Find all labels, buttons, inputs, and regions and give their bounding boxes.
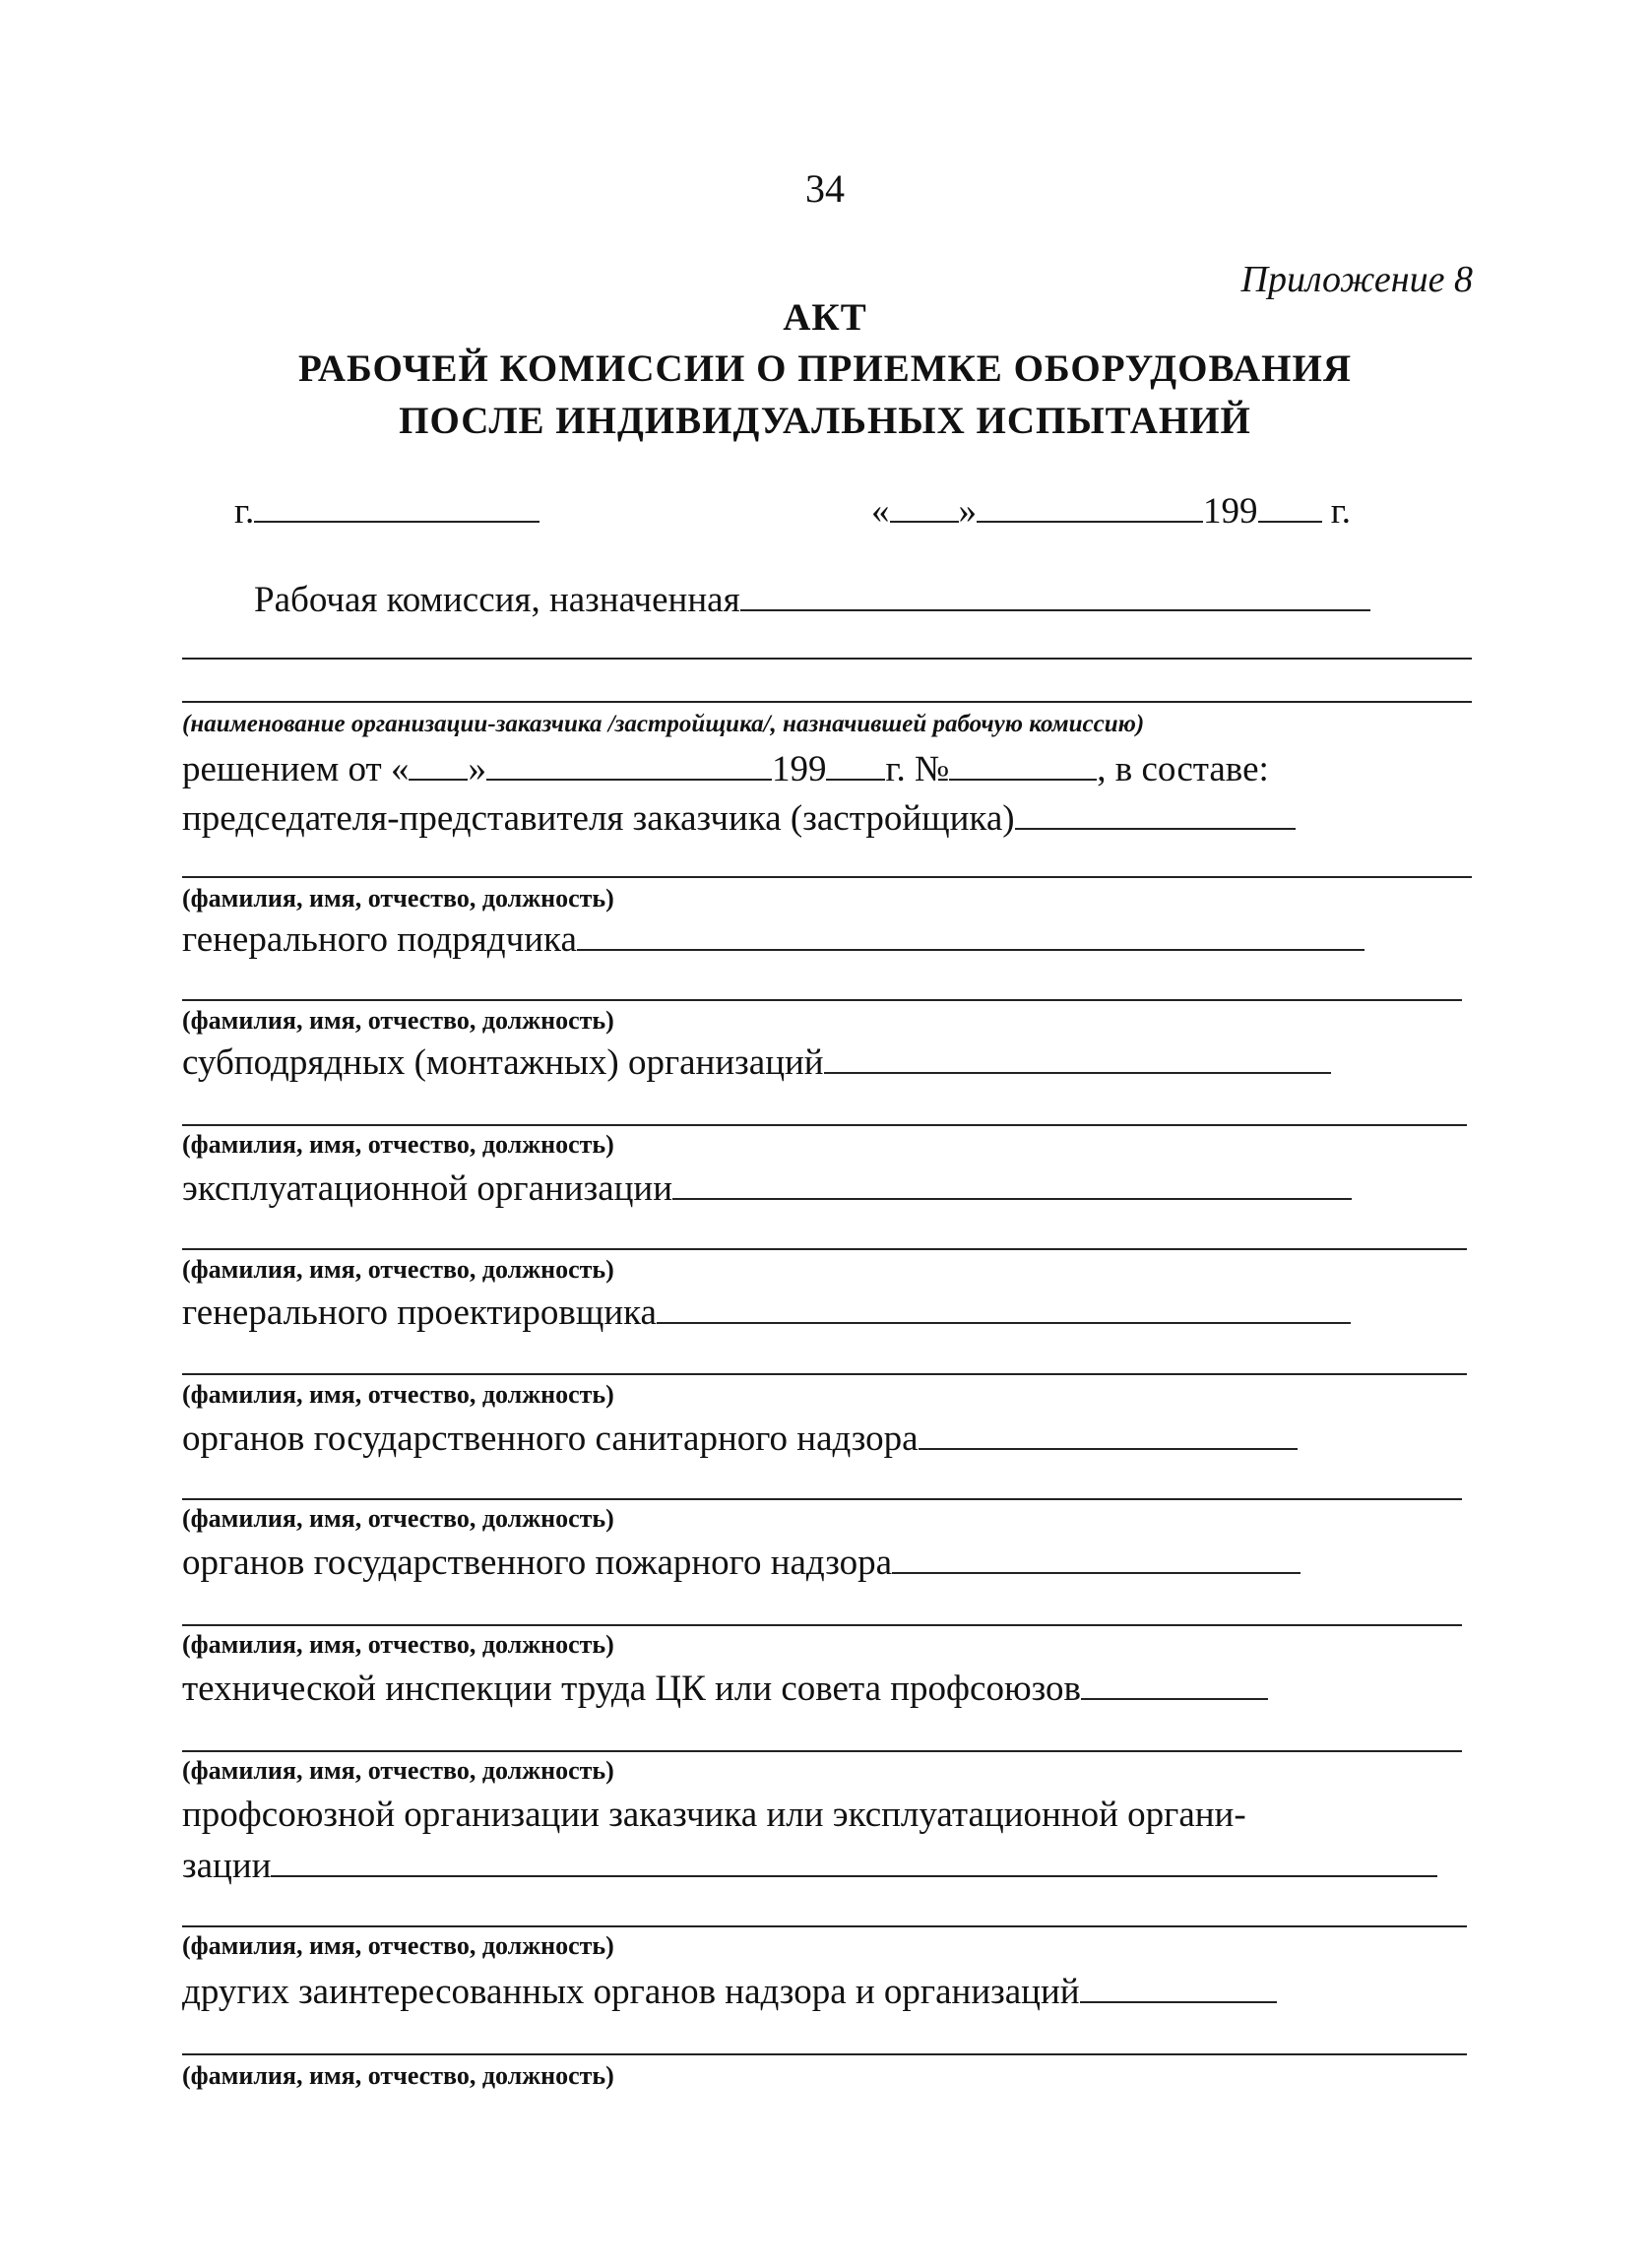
intro-text: Рабочая комиссия, назначенная [254, 580, 740, 620]
person-caption: (фамилия, имя, отчество, должность) [182, 2061, 614, 2090]
member-blank[interactable] [1015, 798, 1296, 830]
person-caption: (фамилия, имя, отчество, должность) [182, 1756, 614, 1785]
member-line[interactable] [182, 876, 1472, 878]
member-label: председателя-представителя заказчика (застройщика) [182, 798, 1015, 839]
person-caption: (фамилия, имя, отчество, должность) [182, 1380, 614, 1409]
city-prefix: г. [234, 491, 255, 532]
member-blank[interactable] [577, 919, 1364, 951]
organization-blank[interactable] [740, 580, 1370, 611]
decision-year-blank[interactable] [826, 749, 885, 781]
member-chairman [182, 797, 1296, 840]
decision-month-blank[interactable] [486, 749, 772, 781]
member-label: других заинтересованных органов надзора и организаций [182, 1972, 1080, 2012]
member-line[interactable] [182, 1624, 1462, 1626]
person-caption: (фамилия, имя, отчество, должность) [182, 1255, 614, 1284]
day-quote-open: « [871, 491, 890, 532]
year-blank[interactable] [1258, 491, 1322, 523]
member-line[interactable] [182, 1248, 1467, 1250]
person-caption: (фамилия, имя, отчество, должность) [182, 1130, 614, 1159]
member-line[interactable] [182, 1498, 1462, 1500]
decision-prefix: решением от « [182, 749, 410, 789]
decision-line [182, 748, 1269, 790]
decision-year: 199 [771, 749, 827, 789]
member-blank[interactable] [271, 1846, 1437, 1877]
person-caption: (фамилия, имя, отчество, должность) [182, 884, 614, 913]
member-label: профсоюзной организации заказчика или эксплуатационной органи- [182, 1795, 1246, 1835]
member-label: технической инспекции труда ЦК или совета профсоюзов [182, 1669, 1081, 1709]
member-label: генерального проектировщика [182, 1292, 657, 1333]
page-number: 34 [805, 166, 845, 211]
member-trade-union-cont [182, 1845, 1437, 1887]
appendix-label: Приложение 8 [1240, 259, 1473, 300]
decision-day-blank[interactable] [409, 749, 468, 781]
member-labor-inspection [182, 1668, 1268, 1710]
member-general-designer [182, 1292, 1351, 1334]
person-caption: (фамилия, имя, отчество, должность) [182, 1504, 614, 1533]
city-blank[interactable] [254, 491, 539, 523]
member-label: генерального подрядчика [182, 919, 577, 960]
month-blank[interactable] [977, 491, 1203, 523]
member-blank[interactable] [919, 1418, 1298, 1450]
member-other-bodies [182, 1971, 1277, 2013]
act-subtitle-line-1: РАБОЧЕЙ КОМИССИИ О ПРИЕМКЕ ОБОРУДОВАНИЯ [297, 347, 1353, 390]
member-label-continued: зации [182, 1846, 272, 1886]
member-line[interactable] [182, 1925, 1467, 1927]
organization-line-2[interactable] [182, 658, 1472, 660]
member-subcontractors [182, 1041, 1331, 1084]
member-line[interactable] [182, 1750, 1462, 1752]
act-subtitle-line-2: ПОСЛЕ ИНДИВИДУАЛЬНЫХ ИСПЫТАНИЙ [399, 400, 1251, 442]
member-general-contractor [182, 918, 1364, 961]
member-blank[interactable] [824, 1042, 1331, 1074]
member-label: субподрядных (монтажных) организаций [182, 1042, 824, 1083]
decision-number-label: г. № [885, 749, 950, 789]
day-blank[interactable] [890, 491, 959, 523]
member-blank[interactable] [892, 1543, 1301, 1574]
member-label: органов государственного пожарного надзора [182, 1543, 893, 1583]
decision-suffix: , в составе: [1097, 749, 1269, 789]
member-blank[interactable] [1081, 1669, 1268, 1700]
decision-quote-close: » [468, 749, 486, 789]
intro-line [254, 579, 1370, 621]
member-line[interactable] [182, 2053, 1467, 2055]
member-blank[interactable] [672, 1168, 1352, 1200]
member-trade-union [182, 1794, 1246, 1836]
member-fire-supervision [182, 1542, 1301, 1584]
member-label: органов государственного санитарного надзора [182, 1418, 919, 1459]
act-title: АКТ [783, 296, 867, 339]
person-caption: (фамилия, имя, отчество, должность) [182, 1931, 614, 1960]
person-caption: (фамилия, имя, отчество, должность) [182, 1630, 614, 1659]
member-sanitary-supervision [182, 1418, 1298, 1460]
member-operating-org [182, 1167, 1352, 1210]
member-line[interactable] [182, 1373, 1467, 1375]
member-blank[interactable] [657, 1292, 1351, 1324]
member-line[interactable] [182, 1124, 1467, 1126]
decision-number-blank[interactable] [949, 749, 1097, 781]
organization-caption: (наименование организации-заказчика /застройщика/, назначившей рабочую комиссию) [182, 711, 1145, 737]
day-quote-close: » [958, 491, 977, 532]
person-caption: (фамилия, имя, отчество, должность) [182, 1006, 614, 1035]
year-suffix: г. [1330, 491, 1352, 532]
member-line[interactable] [182, 999, 1462, 1001]
year-prefix: 199 [1203, 491, 1258, 532]
member-blank[interactable] [1080, 1972, 1277, 2003]
city-field [234, 490, 539, 533]
organization-line-3[interactable] [182, 701, 1472, 703]
date-field [871, 490, 1351, 533]
member-label: эксплуатационной организации [182, 1168, 673, 1209]
